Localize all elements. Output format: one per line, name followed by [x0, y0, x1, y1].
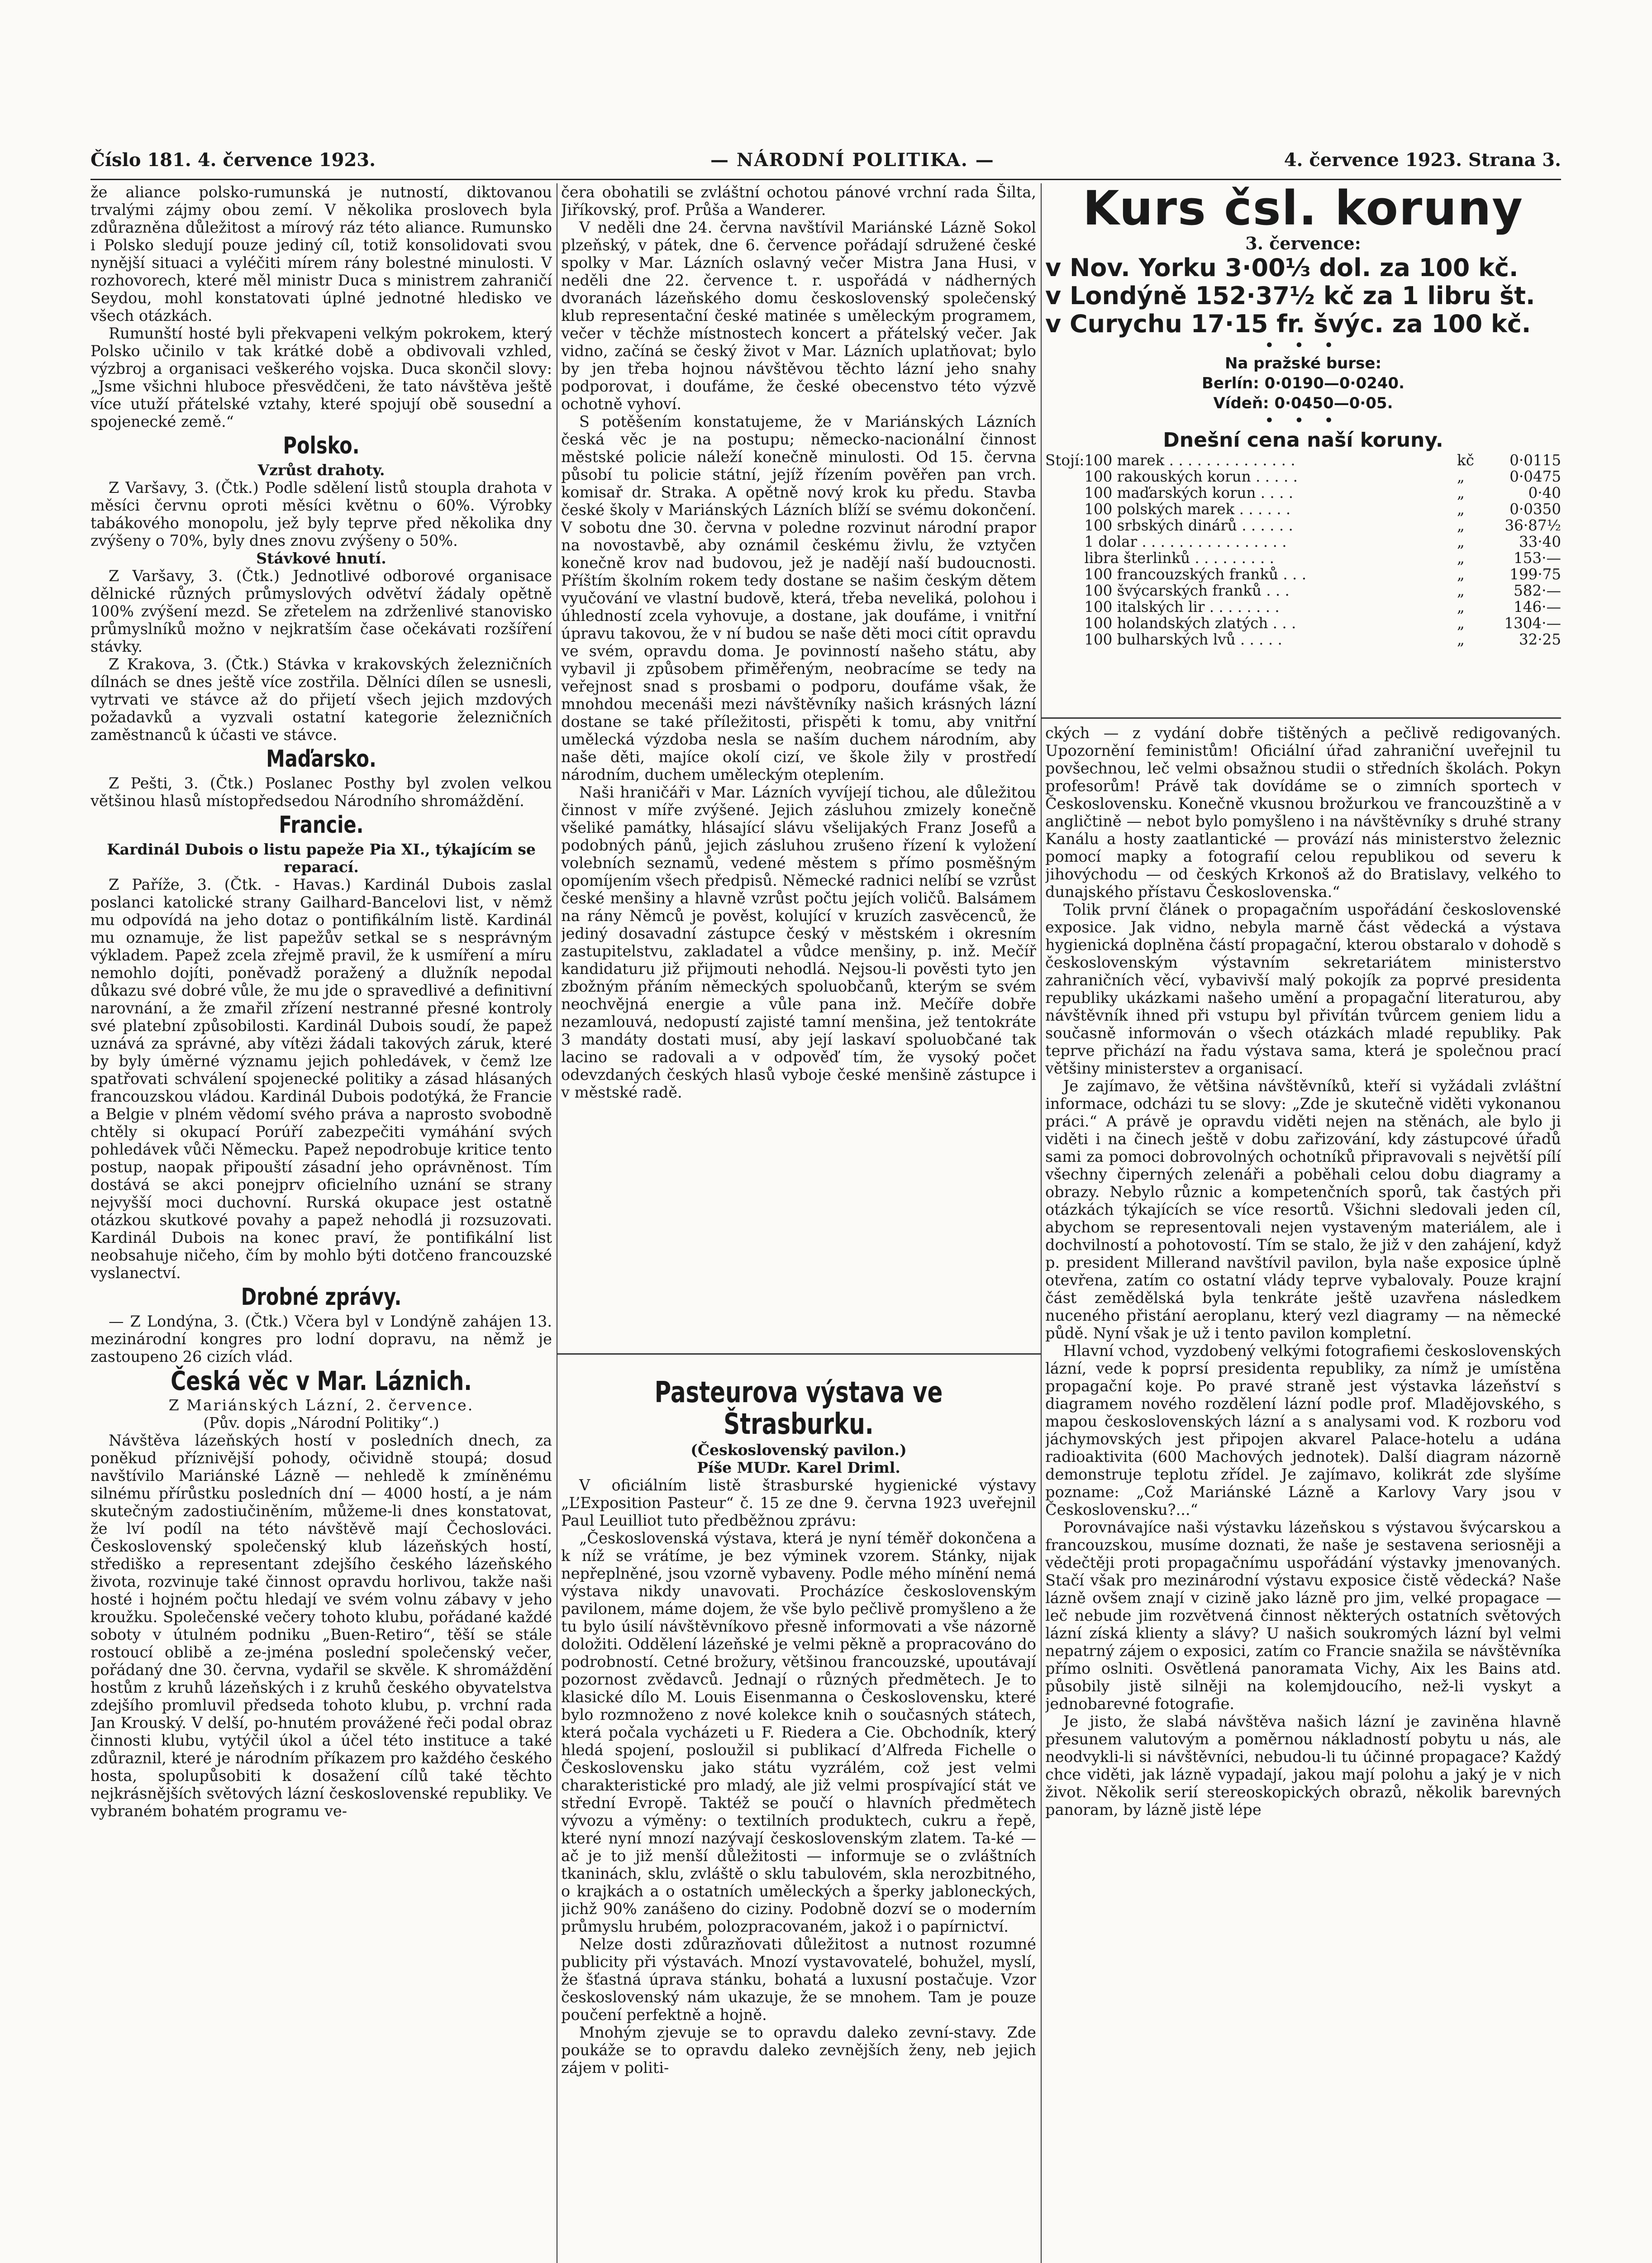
currency-unit: „ [1457, 533, 1465, 550]
price-row [1045, 550, 1561, 566]
article-paragraph: Z Krakova, 3. (Čtk.) Stávka v krakovských železničních dílnách se dnes ještě více zostřila. Dělníci dílen se usnesli, vytrvati ve stávce až do přijetí všech jejich mzdových požadavků a vyzvali ostatní kategorie železničních zaměstnanců k účasti ve stávce. [90, 655, 552, 744]
page-header [90, 149, 1561, 181]
currency-value: 0·0115 [1509, 452, 1561, 469]
article-paragraph: V oficiálním listě štrasburské hygienické výstavy „L’Exposition Pasteur“ č. 15 ze dne 9. června 1923 uveřejnil Paul Leuilliot tuto předběžnou zprávu: [561, 1476, 1036, 1529]
rate-zurich: v Curychu 17·15 fr. švýc. za 100 kč. [1045, 310, 1531, 338]
article-paragraph: Z Paříže, 3. (Čtk. - Havas.) Kardinál Dubois zaslal poslanci katolické strany Gailhard-Bancelovi list, v němž mu odpovídá na jeho dotaz o pontifikálním listě. Kardinál mu oznamuje, že list papežův setkal se s nesprávným výkladem. Papež zcela zřejmě pravil, že k usmíření a míru nemohlo dojíti, poněvadž poražený a dlužník nepodal důkazu své dobré vůle, že mu jde o spravedlivé a definitivní narovnání, a že zmařil zřízení nestranné přesné kontroly své platební způsobilosti. Kardinál Dubois soudí, že papež uznává za správné, aby vítězi žádali takových záruk, které by byly úměrné významu jejich pohledávek, v čemž lze spatřovati schválení spojenecké politiky a zásad hlásaných francouzskou vládou. Kardinál Dubois podotýká, že Francie a Belgie v plném vědomí svého práva a naprosto svobodně chtěly si okupací Porúří zabezpečiti vymáhání svých pohledávek vůči Německu. Papež nepodrobuje kritice tento postup, naopak připouští zásadní jeho oprávněnost. Tím dostává se akci ponejprv oficielního uznání se strany nejvyšší moci duchovní. Rurská okupace jest ostatně otázkou skutkové povahy a papež nehodlá ji rozsuzovati. Kardinál Dubois na konec praví, že pontifikální list neobsahuje ničeho, čím by mohlo býti dotčeno francouzské vyslanectví. [90, 876, 552, 1282]
currency-value: 36·87½ [1504, 517, 1561, 534]
price-row [1045, 501, 1561, 517]
currency-value: 0·40 [1528, 484, 1561, 501]
column-divider [1041, 183, 1042, 2263]
column-2 [561, 183, 1036, 1351]
article-paragraph: Tolik první článek o propagačním uspořádání československé exposice. Jak vidno, nebyla marně část vědecká a výstava hygienická doplněna částí propagační, kterou obstaralo v dohodě s československým výstavním sekretariátem ministerstvo zahraničních věcí, vybavivší malý pokojík za poprvé presidenta republiky ukázkami našeho umění a propagační literaturou, aby návštěvník ihned při vstupu byl přivítán tvůrcem geniem lidu a současně informován o všech otázkách mladé republiky. Pak teprve přichází na řadu výstava sama, která je společnou prací většiny ministerstev a organisací. [1045, 901, 1561, 1077]
price-row [1045, 631, 1561, 648]
currency-unit: „ [1457, 484, 1465, 501]
currency-label: 100 rakouských korun . . . . . [1084, 468, 1298, 485]
currency-label: 100 bulharských lvů . . . . . [1084, 631, 1282, 648]
article-paragraph: čera obohatili se zvláštní ochotou pánové vrchní rada Šilta, Jiříkovský, prof. Průša a Wanderer. [561, 183, 1036, 219]
section-heading: Drobné zprávy. [241, 1284, 402, 1311]
subheading: Vzrůst drahoty. [257, 461, 385, 479]
dateline-source: (Pův. dopis „Národní Politiky“.) [203, 1414, 439, 1432]
stoji-label [1045, 485, 1084, 501]
price-row [1045, 566, 1561, 582]
stoji-label [1045, 615, 1084, 631]
currency-value: 1304·— [1504, 615, 1561, 632]
rate-london: v Londýně 152·37½ kč za 1 libru št. [1045, 282, 1535, 310]
stoji-label [1045, 468, 1084, 485]
currency-unit: „ [1457, 598, 1465, 616]
subheading: Kardinál Dubois o listu papeže Pia XI., týkajícím se reparací. [107, 840, 536, 876]
currency-label: 100 marek . . . . . . . . . . . . . . [1084, 452, 1295, 468]
section-heading: Francie. [279, 812, 364, 839]
price-row [1045, 534, 1561, 550]
price-row [1045, 582, 1561, 599]
price-row [1045, 452, 1561, 468]
masthead-title: — NÁRODNÍ POLITIKA. — [710, 149, 995, 171]
currency-value: 582·— [1514, 582, 1561, 599]
currency-unit: „ [1457, 631, 1465, 648]
price-row [1045, 468, 1561, 485]
article-paragraph: Z Varšavy, 3. (Čtk.) Podle sdělení listů stoupla drahota v měsíci červnu oproti měsíci květnu o 60%. Výrobky tabákového monopolu, jež byly teprve před několika dny zvýšeny o 70%, byly dnes znovu zvýšeny o 50%. [90, 479, 552, 549]
currency-unit: „ [1457, 468, 1465, 485]
stoji-label [1045, 582, 1084, 599]
currency-value: 33·40 [1519, 533, 1561, 550]
rate-berlin: Berlín: 0·0190—0·0240. [1201, 374, 1404, 392]
currency-label: 100 holandských zlatých . . . [1084, 615, 1296, 631]
article-paragraph: Rumunští hosté byli překvapeni velkým pokrokem, který Polsko učinilo v tak krátké době a obdivovali vzhled, výzbroj a organisaci veškerého vojska. Duca skončil slovy: „Jsme všichni hluboce přesvědčeni, že tato návštěva ještě více utuží přátelské vztahy, které spojují obě sousední a spojenecké země.“ [90, 325, 552, 430]
currency-value: 32·25 [1519, 631, 1561, 648]
currency-label: libra šterlinků . . . . . . . . . [1084, 550, 1274, 566]
price-row [1045, 517, 1561, 534]
section-heading: Maďarsko. [266, 745, 376, 773]
section-heading: Polsko. [283, 432, 360, 459]
currency-box [1045, 183, 1561, 731]
article-paragraph: Nelze dosti zdůrazňovati důležitost a nutnost rozumné publicity při výstavách. Mnozí vystavovatelé, bohužel, myslí, že šťastná úprava stánku, bohatá a luxusní postačuje. Vzor československý nám ukazuje, že se mnohem. Tam je pouze poučení perfektně a hojně. [561, 1935, 1036, 2024]
article-paragraph: Z Pešti, 3. (Čtk.) Poslanec Posthy byl zvolen velkou většinou hlasů místopředsedou Národního shromáždění. [90, 774, 552, 810]
header-rule [90, 179, 1561, 180]
currency-label: 100 maďarských korun . . . . [1084, 485, 1294, 501]
price-table [1045, 452, 1561, 648]
stoji-label [1045, 501, 1084, 517]
article-paragraph: Návštěva lázeňských hostí v posledních dnech, za poněkud příznivější pohody, očividně stoupá; dosud navštívilo Mariánské Lázně — nehledě k zmíněnému silnému přírůstku posledních dní — 4000 hostí, a je nám skutečným zadostiučiněním, můžeme-li dnes konstatovat, že lví podíl na této návštěvě mají Čechoslováci. Československý společenský klub lázeňských hostí, střediško a representant zdejšího českého lázeňského života, rozvinuje také činnost opravdu horlivou, takže naši hosté i hojném počtu hledají ve svém volnu zábavy v jeho kroužku. Společenské večery tohoto klubu, pořádané každé soboty v útulném podniku „Buen-Retiro“, těší se stále rostoucí oblibě a ze-jména poslední společenský večer, pořádaný dne 30. června, vydařil se skvěle. K shromáždění hostům z kruhů lázeňských i z kruhů českého obyvatelstva zdejšího promluvil předseda tohoto klubu, p. vrchní rada Jan Krouský. V delší, po-hnutém provážené řeči podal obraz činnosti klubu, vytýčil úkol a účel této instituce a také zdůraznil, které je národním příkazem pro každého českého hosta, spolupůsobiti k dosažení cílů také těchto nejkrásnějších světových lázní československé republiky. Ve vybraném bohatém programu ve- [90, 1432, 552, 1820]
rate-vienna: Vídeň: 0·0450—0·05. [1213, 394, 1393, 412]
stoji-label [1045, 566, 1084, 582]
article-paragraph: Porovnávajíce naši výstavku lázeňskou s výstavou švýcarskou a francouzskou, musíme doznati, že naše je sestavena seriosněji a vědečtěji proti propagačnímu uspořádání výstavky jmenovaných. Stačí však pro mezinárodní výstavu exposice čistě vědecká? Naše lázně ovšem znají v cizině jako lázně pro jim, velké propagace — leč nebude jim rozvětvená činnost některých ostatních světových lázní získá klienty a slávy? U našich soukromých lázní byl velmi nepatrný zájem o exposici, zatím co Francie snažila se návštěvníka přímo oslniti. Osvětlená panoramata Vichy, Aix les Bains atd. působily jistě silněji na kolemjdoucího, než-li vyskyt a jednobarevné fotografie. [1045, 1518, 1561, 1713]
article-title: Pasteurova výstava ve Štrasburku. [654, 1376, 943, 1441]
currency-unit: „ [1457, 566, 1465, 583]
article-paragraph: V neděli dne 24. června navštívil Mariánské Lázně Sokol plzeňský, v pátek, dne 6. července pořádají sdružené české spolky v Mar. Lázních oslavný večer Mistra Jana Husi, v neděli dne 22. července t. r. uspořádá v nádherných dvoranách lázeňského domu československý společenský klub representační české matinée s uměleckým programem, večer v těchže místnostech koncert a přátelský večer. Jak vidno, začíná se český život v Mar. Lázních uplatňovat; bylo by jen třeba hojnou návštěvou těchto lázní jeho snahy podporovat, i doufáme, že české obecenstvo této výzvě ochotně vyhoví. [561, 219, 1036, 413]
article-paragraph: Z Varšavy, 3. (Čtk.) Jednotlivé odborové organisace dělnické různých průmyslových odvětví žádaly opětně 100% zvýšení mezd. Se zřetelem na zdrženlivé stanovisko průmyslníků možno v nejkratším čase očekávati rozšíření stávky. [90, 567, 552, 655]
stoji-label [1045, 599, 1084, 615]
article-paragraph: Je jisto, že slabá návštěva našich lázní je zaviněna hlavně přesunem valutovým a poměrnou nákladností pobytu u nás, ale neodvykli-li si návštěvníci, nebudou-li tu účinné propagace? Každý chce viděti, jak lázně vypadají, jakou mají polohu a jaký je v nich život. Několik serií stereoskopických obrazů, několik barevných panoram, by lázně jistě lépe [1045, 1713, 1561, 1819]
rate-new-york: v Nov. Yorku 3·00⅓ dol. za 100 kč. [1045, 253, 1519, 282]
stoji-label [1045, 550, 1084, 566]
currency-unit: „ [1457, 517, 1465, 534]
dateline: Z Mariánských Lázní, 2. července. [168, 1396, 474, 1414]
price-title: Dnešní cena naší koruny. [1163, 429, 1443, 452]
page-date: 4. července 1923. Strana 3. [1284, 149, 1561, 171]
currency-unit: „ [1457, 615, 1465, 632]
article-paragraph: Naši hraničáři v Mar. Lázních vyvíjejí tichou, ale důležitou činnost v míře zvýšené. Jejich zásluhou zmizely konečně všeliké památky, hlásající slávu všelijakých Franz Josefů a podobných pánů, jejich zásluhou zrušeno řízení k vyložení volebních seznamů, vedené městem s přímo posměšným opomíjením všech předpisů. Německé radnici nelíbí se vzrůst české menšiny a hlavně vzrůst počtu jejích voličů. Balsámem na rány Němců je pověst, kolující v kruzích zasvěcenců, že jediný dosavadní zástupce český v městském i okresním zastupitelstvu, zakladatel a vůdce menšiny, p. inž. Mečíř kandidaturu již přijmouti nehodlá. Nejsou-li pověsti tyto jen zbožným přáním německých spoluobčanů, kterým se svém neochvějná energie a vůle pana inž. Mečíře dobře nezamlouvá, nedopustí zajisté tamní menšina, jež tentokráte 3 mandáty dostati musí, aby její laskaví spoluobčané tak lacino se radovali a v odpověď tím, že vysoký počet odevzdaných českých hlasů vyboje české menšině zástupce i v městské radě. [561, 783, 1036, 1101]
currency-value: 199·75 [1509, 566, 1561, 583]
stoji-label [1045, 517, 1084, 534]
article-paragraph: Hlavní vchod, vyzdobený velkými fotografiemi československých lázní, vede k poprsí presidenta republiky, za nímž je umístěna propagační koje. Po pravé straně jest výstavka lázeňství s diagramem nového rozdělení lázní podle prof. Mladějovského, s mapou československých lázní a s analysami vod. K rozboru vod jáchymovských jest připojen akvarel Palace-hotelu a udána radioaktivita (600 Machových jednotek). Další diagram názorně demonstruje teplotu zřídel. Je zajímavo, kolikrát zde slyšíme pozname: „Což Mariánské Lázně a Karlovy Vary jsou v Československu?...“ [1045, 1342, 1561, 1518]
separator-dots: • • • [1265, 338, 1342, 353]
article-title: Česká věc v Mar. Láznich. [171, 1365, 472, 1396]
currency-label: 100 srbských dinárů . . . . . . [1084, 517, 1293, 534]
currency-label: 100 polských marek . . . . . . [1084, 501, 1291, 517]
separator-dots: • • • [1265, 413, 1342, 429]
article-paragraph: — Z Londýna, 3. (Čtk.) Včera byl v Londýně zahájen 13. mezinárodní kongres pro lodní dopravu, na němž je zastoupeno 26 cizích vlád. [90, 1313, 552, 1365]
column-1 [90, 183, 552, 2263]
section-rule [557, 1353, 1041, 1355]
currency-label: 100 francouzských franků . . . [1084, 566, 1307, 582]
issue-number: Číslo 181. 4. července 1923. [90, 149, 376, 171]
stoji-label [1045, 631, 1084, 648]
currency-unit: kč [1457, 452, 1474, 469]
currency-date: 3. července: [1245, 233, 1361, 253]
currency-label: 100 švýcarských franků . . . [1084, 582, 1290, 599]
stoji-label: Stojí: [1045, 452, 1085, 469]
byline: Píše MUDr. Karel Driml. [697, 1459, 900, 1476]
stoji-label [1045, 534, 1084, 550]
currency-unit: „ [1457, 501, 1465, 518]
currency-value: 146·— [1514, 598, 1561, 616]
article-paragraph: Mnohým zjevuje se to opravdu daleko zevní-stavy. Zde poukáže se to opravdu daleko zevnějších ženy, neb jejich zájem v politi- [561, 2024, 1036, 2077]
currency-title: Kurs čsl. koruny [1082, 183, 1524, 236]
price-row [1045, 485, 1561, 501]
article-paragraph: že aliance polsko-rumunská je nutností, diktovanou trvalými zájmy obou zemí. V několika proslovech byla zdůrazněna důležitost a mírový ráz této aliance. Rumunsko i Polsko sledují pouze jediný cíl, totiž konsolidovati svou nynější situaci a vyléčiti mírem rány bolestné minulosti. V rozhovorech, které měl ministr Duca s ministrem zahraničí Seydou, mohl konstatovati úplné jednotné hledisko ve všech otázkách. [90, 183, 552, 325]
article-paragraph: S potěšením konstatujeme, že v Mariánských Lázních česká věc je na postupu; německo-nacionální činnost městské policie náleží konečně minulosti. Od 15. června působí tu policie státní, jejíž řízením pověřen pan vrch. komisař dr. Straka. A opětně nový krok ku předu. Stavba české školy v Mariánských Lázních blíží se svému dokončení. V sobotu dne 30. června v poledne rozvinut národní prapor na novostavbě, aby oznámil českému živlu, že vztyčen konečně krov nad budovou, jež je nadějí naší budoucnosti. Příštím školním rokem tedy dostane se našim českým dětem vyučování ve vlastní budově, která, třeba neveliká, polohou i úhledností zcela vyhovuje, a dostane, jak doufáme, i vnitřní úpravu takovou, že v ní budou se naše děti moci cítit opravdu ve svém, opravdu doma. Je povinností našeho státu, aby vybavil ji způsobem přiměřeným, neobracíme se tedy na veřejnost snad s prosbami o podporu, doufáme však, že mnohdou mecenáši mezi návštěvníky našich krásných lázní dostane se také příležitosti, přispěti k tomu, aby vnitřní umělecká výzdoba nesla se naším duchem národním, aby naše děti, majíce okolí cizí, ve škole žily v prostředí národním, duchem uměleckým oteplením. [561, 413, 1036, 783]
article-paragraph: ckých — z vydání dobře tištěných a pečlivě redigovaných. Upozornění feministům! Oficiální úřad zahraniční uveřejnil tu povšechnou, leč velmi obsažnou studii o středních školách. Pokyn profesorům! Právě tak dovídáme se o zimních sportech v Československu. Konečně vkusnou brožurkou ve francouzštině a v angličtině — nebot bylo pomyšleno i na návštěvníky s druhé strany Kanálu a hosty zaatlantické — provází nás ministerstvo železnic pomocí mapky a fotografií celou republikou od severu k jihovýchodu — od českých Krkonoš až do Bratislavy, velkého to dunajského přístavu Československa.“ [1045, 724, 1561, 901]
article-paragraph: Je zajímavo, že většina návštěvníků, kteří si vyžádali zvláštní informace, odcházi tu se slovy: „Zde je skutečně viděti vykonanou práci.“ A právě je opravdu viděti nejen na stěnách, ale bylo ji viděti i na činech ještě v dobu zařizování, kdy zástupcové úřadů sami za pomoci dobrovolných ochotníků připravovali s největší pílí všechny čiperných zelenáři a poběhali celou dobu diagramy a obrazy. Nebylo různic a kompetenčních sporů, tak častých při otázkách týkajících se více resortů. Všichni sledovali jeden cíl, abychom se representovali nejen vystaveným materiálem, ale i dochvilností a pohotovostí. Tím se stalo, že již v den zahájení, když p. president Millerand navštívil pavilon, byla naše exposice úplně otevřena, zatím co ostatní vlády teprve vybalovaly. Pouze krajní část zemědělská byla tenkráte ještě uzavřena následkem nuceného přistání aeroplanu, který vezl diagramy — na německé půdě. Nyní však je už i tento pavilon kompletní. [1045, 1077, 1561, 1342]
currency-label: 1 dolar . . . . . . . . . . . . . . . . [1084, 534, 1287, 550]
subheading: Stávkové hnutí. [256, 549, 386, 567]
currency-unit: „ [1457, 549, 1465, 567]
currency-value: 0·0350 [1509, 501, 1561, 518]
currency-unit: „ [1457, 582, 1465, 599]
currency-label: 100 italských lir . . . . . . . . [1084, 599, 1280, 615]
currency-value: 0·0475 [1509, 468, 1561, 485]
price-row [1045, 615, 1561, 631]
currency-value: 153·— [1514, 549, 1561, 567]
column-2-pasteur-article [561, 1376, 1036, 2263]
article-paragraph: „Československá výstava, která je nyní téměř dokončena a k níž se vrátíme, je bez výminek vzorem. Stánky, nijak nepřeplněné, jsou vzorně vybaveny. Podle mého mínění nemá výstava nikdy unavovati. Procházíce československým pavilonem, máme dojem, že vše bylo pečlivě promyšleno a že tu bylo úsilí návštěvníkovo přesně informovati a vše názorně doložiti. Oddělení lázeňské je velmi pěkně a propracováno do podrobností. Cetné brožury, většinou francouzské, upoutávají pozornost zvědavců. Jednají o různých předmětech. Je to klasické dílo M. Louis Eisenmanna o Československu, které bylo rozmnoženo z nové kolekce knih o současných státech, která počala vycházeti u F. Riedera a Cie. Obchodník, který hledá spojení, posloužil si publikací d’Alfreda Fichelle o Československu jako státu vyzrálém, což jest velmi charakteristické pro mladý, ale již velmi prospívající stát ve střední Evropě. Taktéž se poučí o hlavních předmětech vývozu a výměny: o textilních produktech, cukru a řepě, které nyní mnozí nazývají československým zlatem. Ta-ké — ač je to již menší důležitosti — informuje se o zvláštních tkaninách, sklu, zvláště o sklu tabulovém, skla nerozbitného, o krajkách a o ostatních uměleckých a šperky jabloneckých, jichž 90% zanášeno do ciziny. Podobně dozví se o moderním průmyslu hrubém, polozpracovaném, jakož i o papírnictví. [561, 1529, 1036, 1935]
burse-title: Na pražské burse: [1224, 354, 1382, 372]
price-row [1045, 599, 1561, 615]
column-3 [1045, 724, 1561, 2263]
subheading: (Československý pavilon.) [690, 1441, 907, 1459]
